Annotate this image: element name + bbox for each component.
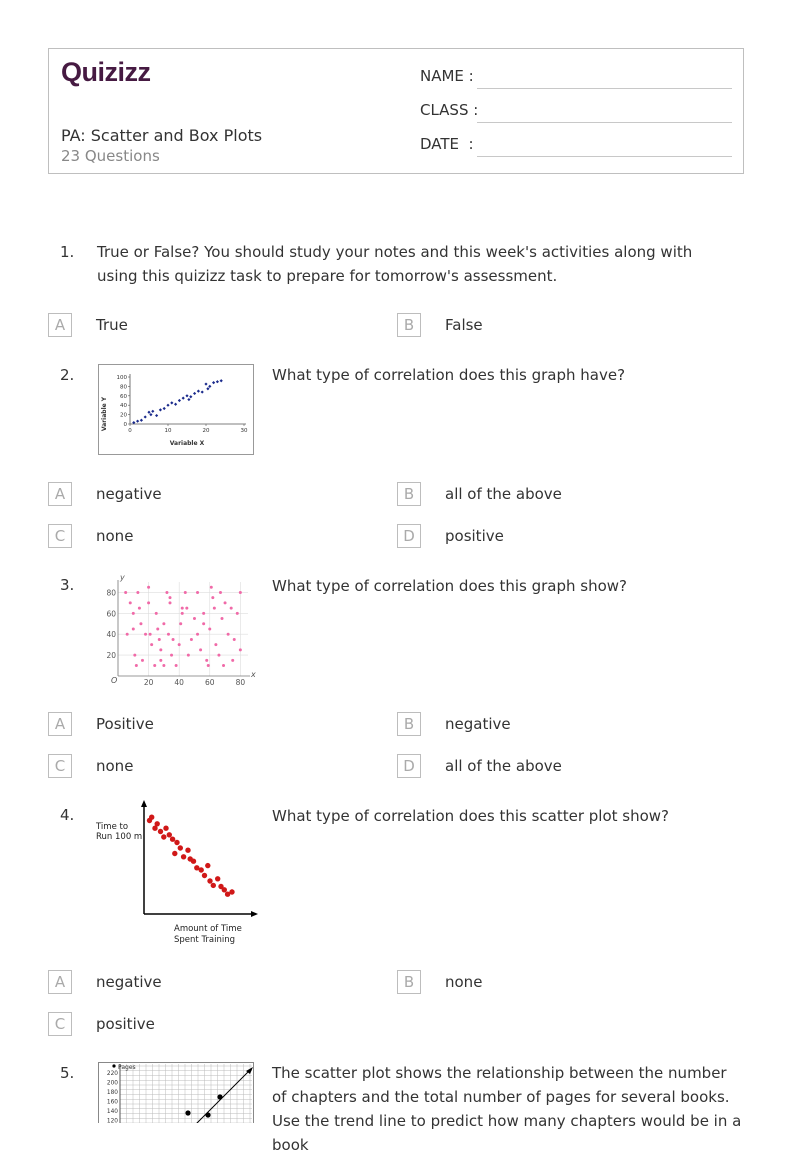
q2-y-tick-label: 40 bbox=[120, 403, 127, 410]
q4-data-point bbox=[172, 851, 177, 856]
q3-data-point bbox=[165, 591, 168, 594]
q3-data-point bbox=[181, 607, 184, 610]
q3-data-point bbox=[129, 601, 132, 604]
q3-data-point bbox=[219, 591, 222, 594]
q3-data-point bbox=[132, 628, 135, 631]
date-label: DATE : bbox=[420, 135, 474, 153]
q3-x-tick-label: 20 bbox=[143, 678, 154, 687]
q3-x-tick-label: 40 bbox=[174, 678, 184, 687]
worksheet-header bbox=[48, 48, 744, 174]
q4-x-arrow-icon bbox=[251, 911, 258, 917]
q3-data-point bbox=[139, 622, 142, 625]
q4-data-point bbox=[149, 815, 154, 820]
q4-data-point bbox=[222, 887, 227, 892]
q2-x-axis-label: Variable X bbox=[169, 440, 205, 447]
q3-data-point bbox=[205, 659, 208, 662]
q3-data-point bbox=[136, 591, 139, 594]
q3-data-point bbox=[133, 654, 136, 657]
question-5-number: 5. bbox=[60, 1064, 75, 1082]
q3-scatter-graph bbox=[98, 572, 258, 688]
q3-y-tick-label: 80 bbox=[106, 588, 116, 598]
q3-data-point bbox=[153, 664, 156, 667]
q3-y-tick-label: 20 bbox=[106, 651, 116, 661]
class-field[interactable] bbox=[420, 101, 732, 125]
q3-data-point bbox=[217, 654, 220, 657]
q5-y-axis-label: Pages bbox=[118, 1064, 136, 1071]
date-field[interactable] bbox=[420, 135, 732, 159]
q1-option-a-box[interactable]: A bbox=[48, 313, 72, 337]
q4-option-a-box[interactable]: A bbox=[48, 970, 72, 994]
q3-option-a-text: Positive bbox=[96, 715, 154, 733]
q4-y-arrow-icon bbox=[141, 800, 147, 807]
q3-data-point bbox=[159, 659, 162, 662]
q5-point bbox=[205, 1112, 210, 1117]
q4-data-point bbox=[199, 867, 204, 872]
q3-data-point bbox=[193, 617, 196, 620]
q3-data-point bbox=[190, 638, 193, 641]
q3-data-point bbox=[135, 664, 138, 667]
q3-y-tick-label: 40 bbox=[106, 630, 116, 640]
q4-data-point bbox=[215, 876, 220, 881]
q1-option-b-box[interactable]: B bbox=[397, 313, 421, 337]
q1-option-a-text: True bbox=[96, 316, 128, 334]
q4-data-point bbox=[158, 829, 163, 834]
q5-y-tick-label: 220 bbox=[106, 1071, 118, 1077]
q3-data-point bbox=[178, 643, 181, 646]
q3-data-point bbox=[179, 622, 182, 625]
q3-data-point bbox=[158, 638, 161, 641]
q4-data-point bbox=[155, 821, 160, 826]
q4-data-point bbox=[229, 889, 234, 894]
q5-point bbox=[185, 1110, 190, 1115]
q2-y-tick-label: 100 bbox=[116, 375, 127, 381]
q3-data-point bbox=[196, 591, 199, 594]
class-line[interactable] bbox=[477, 122, 732, 123]
q4-data-point bbox=[181, 854, 186, 859]
q2-option-c-text: none bbox=[96, 527, 134, 545]
q5-y-tick-label: 140 bbox=[106, 1109, 118, 1115]
q5-y-tick-label: 180 bbox=[106, 1090, 118, 1096]
question-5-text: The scatter plot shows the relationship between the number of chapters and the total number of pages for several books. Use the trend line to predict how many chapters would be in a book bbox=[272, 1064, 742, 1154]
q3-data-point bbox=[227, 633, 230, 636]
q2-option-d-box[interactable]: D bbox=[397, 524, 421, 548]
q3-y-tick-label: 60 bbox=[106, 609, 116, 619]
q4-scatter-graph bbox=[94, 800, 260, 948]
q3-data-point bbox=[207, 664, 210, 667]
q2-y-tick-label: 60 bbox=[120, 393, 127, 400]
q3-option-c-text: none bbox=[96, 757, 134, 775]
q3-data-point bbox=[214, 643, 217, 646]
q4-data-point bbox=[170, 837, 175, 842]
q3-data-point bbox=[202, 612, 205, 615]
q3-data-point bbox=[199, 648, 202, 651]
q5-y-tick-label: 200 bbox=[106, 1080, 118, 1087]
q3-option-d-text: all of the above bbox=[445, 757, 562, 775]
q3-option-c-box[interactable]: C bbox=[48, 754, 72, 778]
q3-data-point bbox=[169, 596, 172, 599]
q4-data-point bbox=[163, 826, 168, 831]
q2-option-d-text: positive bbox=[445, 527, 504, 545]
quizizz-logo: Quizizz bbox=[61, 57, 151, 87]
q3-option-b-box[interactable]: B bbox=[397, 712, 421, 736]
question-1-number: 1. bbox=[60, 243, 75, 261]
q3-data-point bbox=[141, 659, 144, 662]
q4-option-c-box[interactable]: C bbox=[48, 1012, 72, 1036]
q3-data-point bbox=[208, 628, 211, 631]
q3-data-point bbox=[149, 633, 152, 636]
q3-data-point bbox=[210, 586, 213, 589]
question-2-number: 2. bbox=[60, 366, 75, 384]
q4-y-label-line1: Time to bbox=[96, 822, 129, 832]
q3-option-b-text: negative bbox=[445, 715, 511, 733]
q3-data-point bbox=[211, 596, 214, 599]
q3-data-point bbox=[221, 617, 224, 620]
name-label: NAME : bbox=[420, 67, 474, 85]
q3-data-point bbox=[162, 664, 165, 667]
q4-data-point bbox=[207, 878, 212, 883]
q2-option-b-text: all of the above bbox=[445, 485, 562, 503]
q4-y-label-line2: Run 100 m bbox=[96, 832, 143, 842]
q5-y-tick-label: 120 bbox=[106, 1118, 118, 1123]
q4-option-b-text: none bbox=[445, 973, 483, 991]
q2-y-tick-label: 0 bbox=[123, 422, 127, 428]
q2-x-tick-label: 30 bbox=[240, 428, 248, 434]
question-1-text: True or False? You should study your notes and this week's activities along with using this quizizz task to prepare for tomorrow's assessment. bbox=[97, 243, 693, 285]
q3-data-point bbox=[184, 591, 187, 594]
q5-point bbox=[217, 1094, 222, 1099]
q4-data-point bbox=[161, 834, 166, 839]
q4-data-point bbox=[185, 848, 190, 853]
q3-data-point bbox=[230, 607, 233, 610]
q3-data-point bbox=[224, 601, 227, 604]
q4-option-c-text: positive bbox=[96, 1015, 155, 1033]
question-2-text: What type of correlation does this graph have? bbox=[272, 366, 626, 384]
q2-option-a-text: negative bbox=[96, 485, 162, 503]
question-3-number: 3. bbox=[60, 576, 75, 594]
name-field[interactable] bbox=[420, 67, 732, 91]
class-label: CLASS : bbox=[420, 101, 479, 119]
q2-y-axis-label: Variable Y bbox=[101, 396, 108, 432]
q3-data-point bbox=[239, 648, 242, 651]
q3-data-point bbox=[169, 601, 172, 604]
q4-x-label-line2: Spent Training bbox=[174, 935, 235, 945]
q3-data-point bbox=[162, 622, 165, 625]
q3-data-point bbox=[138, 607, 141, 610]
q2-option-a-box[interactable]: A bbox=[48, 482, 72, 506]
q3-option-a-box[interactable]: A bbox=[48, 712, 72, 736]
q2-x-tick-label: 0 bbox=[128, 428, 132, 434]
q3-origin-label: O bbox=[111, 676, 118, 685]
q3-data-point bbox=[132, 612, 135, 615]
q5-legend-dot bbox=[112, 1064, 115, 1067]
q2-x-tick-label: 20 bbox=[202, 428, 210, 434]
q2-y-tick-label: 80 bbox=[120, 384, 127, 391]
question-4-text: What type of correlation does this scatter plot show? bbox=[272, 807, 670, 825]
q3-data-point bbox=[185, 607, 188, 610]
q4-data-point bbox=[167, 832, 172, 837]
q3-data-point bbox=[167, 633, 170, 636]
q3-data-point bbox=[222, 664, 225, 667]
q4-data-point bbox=[178, 845, 183, 850]
question-3-text: What type of correlation does this graph show? bbox=[272, 577, 627, 595]
q3-data-point bbox=[156, 628, 159, 631]
q3-data-point bbox=[175, 664, 178, 667]
q3-data-point bbox=[236, 612, 239, 615]
q3-data-point bbox=[196, 633, 199, 636]
q3-x-axis-label: x bbox=[251, 670, 256, 679]
q3-option-d-box[interactable]: D bbox=[397, 754, 421, 778]
q3-x-tick-label: 60 bbox=[204, 678, 215, 687]
name-line[interactable] bbox=[477, 88, 732, 89]
q3-data-point bbox=[147, 601, 150, 604]
q3-data-point bbox=[187, 654, 190, 657]
q3-data-point bbox=[155, 612, 158, 615]
q2-option-b-box[interactable]: B bbox=[397, 482, 421, 506]
q4-data-point bbox=[202, 873, 207, 878]
q3-data-point bbox=[126, 633, 129, 636]
q3-data-point bbox=[181, 612, 184, 615]
q2-y-tick-label: 20 bbox=[120, 412, 127, 419]
q4-data-point bbox=[191, 859, 196, 864]
q3-data-point bbox=[144, 633, 147, 636]
q4-option-a-text: negative bbox=[96, 973, 162, 991]
q4-data-point bbox=[211, 883, 216, 888]
q2-scatter-graph bbox=[98, 364, 254, 455]
q5-scatter-graph bbox=[98, 1062, 254, 1123]
q3-data-point bbox=[170, 654, 173, 657]
q3-data-point bbox=[202, 622, 205, 625]
q1-option-b-text: False bbox=[445, 316, 483, 334]
q3-data-point bbox=[239, 591, 242, 594]
question-count: 23 Questions bbox=[61, 147, 160, 165]
q3-data-point bbox=[172, 638, 175, 641]
q5-y-tick-label: 160 bbox=[106, 1099, 118, 1106]
question-4-number: 4. bbox=[60, 806, 75, 824]
q3-x-tick-label: 80 bbox=[235, 678, 246, 687]
date-line[interactable] bbox=[477, 156, 732, 157]
q3-y-axis-label: y bbox=[120, 573, 125, 582]
q4-x-label-line1: Amount of Time bbox=[174, 924, 242, 934]
q3-data-point bbox=[233, 638, 236, 641]
q3-data-point bbox=[213, 607, 216, 610]
q4-data-point bbox=[174, 840, 179, 845]
q2-x-tick-label: 10 bbox=[164, 428, 172, 434]
q3-data-point bbox=[159, 648, 162, 651]
q3-data-point bbox=[124, 591, 127, 594]
q3-data-point bbox=[150, 643, 153, 646]
worksheet-title: PA: Scatter and Box Plots bbox=[61, 126, 263, 145]
q3-data-point bbox=[231, 659, 234, 662]
q4-data-point bbox=[205, 863, 210, 868]
q4-option-b-box[interactable]: B bbox=[397, 970, 421, 994]
q2-option-c-box[interactable]: C bbox=[48, 524, 72, 548]
q3-data-point bbox=[147, 586, 150, 589]
